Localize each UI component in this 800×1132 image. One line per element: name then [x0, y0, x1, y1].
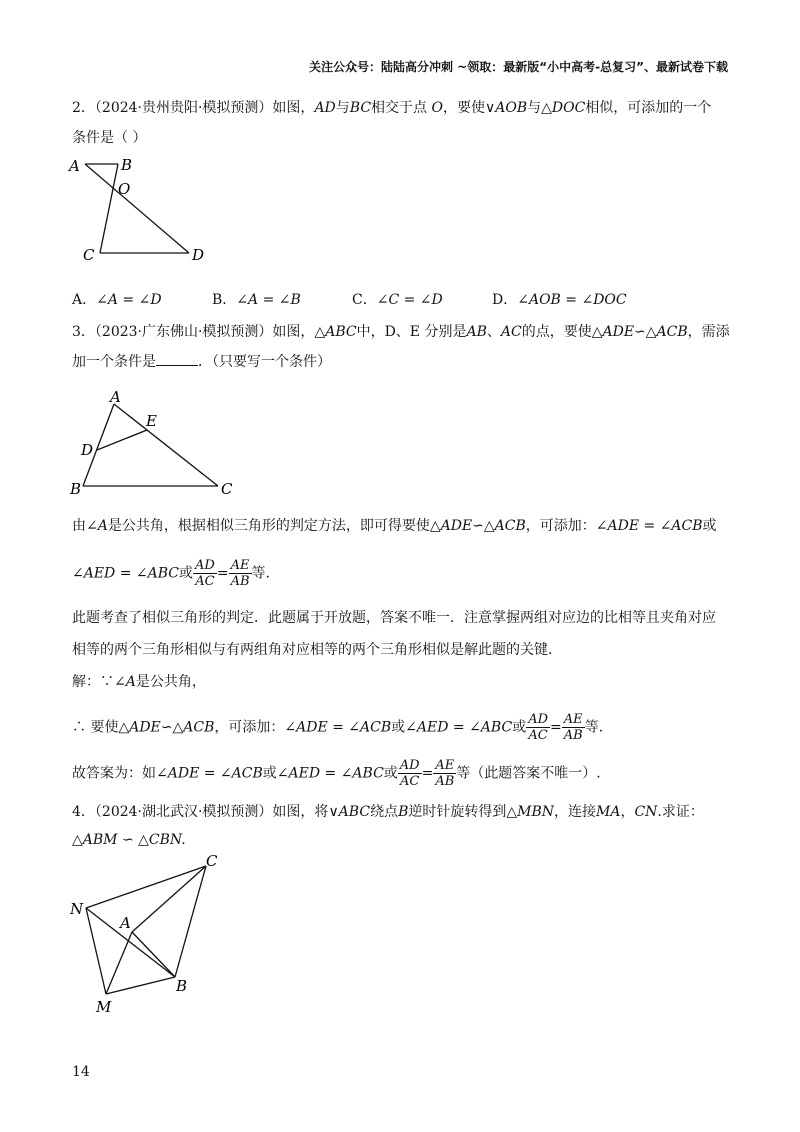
- q3-text: ．（只要写一个条件）: [198, 354, 331, 370]
- q2-label-o: O: [118, 180, 131, 198]
- q4-text: 4．（2024·湖北武汉·模拟预测）如图，将: [72, 804, 329, 820]
- q4-label-c: C: [206, 852, 218, 870]
- frac-num: AD: [399, 758, 420, 773]
- solution-text: 解：∵: [72, 674, 114, 690]
- q2-figure: [66, 152, 216, 267]
- q2-stem-line2: 条件是（ ）: [72, 130, 147, 146]
- analysis-fraction-ad-ac: [193, 558, 217, 589]
- answer-condition-1: ∠ADE = ∠ACB: [156, 765, 263, 782]
- q3-segment-ab: AB: [466, 324, 487, 340]
- q2-stem-text: 2．（2024·贵州贵阳·模拟预测）如图，: [72, 100, 315, 116]
- q2-text: 与: [527, 100, 542, 116]
- option-expr: ∠A = ∠D: [96, 292, 162, 308]
- analysis-text: ，可添加：: [525, 518, 596, 534]
- analysis-text: 等.: [251, 565, 270, 582]
- q3-line-ac: [114, 404, 218, 486]
- analysis-line2: [72, 558, 270, 589]
- solution-line2: [72, 712, 603, 743]
- q4-label-m: M: [96, 998, 112, 1016]
- q3-line-de: [97, 430, 147, 450]
- q4-text: ，连接: [554, 804, 596, 820]
- q2-stem-line1: [72, 98, 711, 118]
- q2-label-c: C: [83, 246, 95, 264]
- frac-den: AC: [195, 574, 215, 589]
- analysis-text: 由: [72, 518, 86, 534]
- q4-text: .求证：: [657, 804, 704, 820]
- option-label: A．: [72, 292, 97, 308]
- frac-num: AD: [528, 712, 548, 727]
- answer-text: 等（此题答案不唯一）.: [456, 765, 601, 782]
- q2-text: 与: [335, 100, 350, 116]
- q2-triangle-aob: ∨AOB: [484, 100, 528, 116]
- option-label: C．: [352, 292, 377, 308]
- q4-line-nc: [86, 866, 206, 908]
- frac-num: AE: [229, 558, 252, 574]
- page-header: 关注公众号：陆陆高分冲刺 ~领取：最新版“小中高考-总复习”、最新试卷下载: [309, 60, 728, 74]
- solution-condition-2: ∠AED = ∠ABC: [405, 719, 513, 736]
- q3-answer-blank[interactable]: [156, 353, 198, 366]
- q2-option-c[interactable]: [352, 290, 443, 310]
- q3-text: 加一个条件是: [72, 354, 156, 370]
- analysis-line4: 相等的两个三角形相似与有两组角对应相等的两个三角形相似是解此题的关键．: [72, 642, 562, 658]
- option-expr: ∠C = ∠D: [376, 292, 443, 308]
- q3-label-c: C: [221, 480, 233, 498]
- q4-label-n: N: [70, 900, 84, 918]
- q2-option-a[interactable]: [72, 290, 162, 310]
- answer-text: 故答案为：如: [72, 765, 156, 782]
- q3-text: 的点，要使: [521, 324, 592, 340]
- answer-fraction-ad-ac: [398, 758, 422, 789]
- analysis-condition-1: ∠ADE = ∠ACB: [595, 518, 703, 534]
- answer-text: 或: [262, 765, 277, 782]
- q4-point-b: B: [398, 804, 409, 820]
- q2-segment-ad: AD: [314, 100, 336, 116]
- answer-text: 或: [383, 765, 398, 782]
- q4-stem-line1: [72, 802, 704, 822]
- analysis-line1: [72, 516, 717, 536]
- analysis-angle-a: ∠A: [86, 518, 108, 534]
- q3-figure: [66, 386, 246, 501]
- q4-line-ab: [132, 932, 175, 977]
- frac-den: AB: [230, 574, 250, 589]
- frac-den: AB: [563, 728, 583, 743]
- solution-angle-a: ∠A: [114, 674, 136, 690]
- answer-fraction-ae-ab: [433, 758, 456, 789]
- q3-segment-ac: AC: [500, 324, 522, 340]
- frac-den: AB: [435, 774, 455, 789]
- analysis-condition-2: ∠AED = ∠ABC: [72, 565, 180, 582]
- analysis-similarity: △ADE∽△ACB: [429, 518, 526, 534]
- solution-text: 或: [512, 719, 527, 736]
- equals-sign: =: [216, 565, 229, 582]
- solution-fraction-ae-ab: [562, 712, 585, 743]
- q4-figure: [66, 852, 236, 1017]
- frac-den: AC: [400, 774, 420, 789]
- equals-sign: =: [550, 719, 562, 736]
- frac-num: AE: [433, 758, 456, 774]
- option-expr: ∠AOB = ∠DOC: [517, 292, 627, 308]
- q2-option-d[interactable]: [492, 290, 627, 310]
- q2-text: 相似，可添加的一个: [585, 100, 712, 116]
- option-label: B．: [212, 292, 237, 308]
- q4-label-b: B: [176, 977, 188, 995]
- q2-point-o: O: [431, 100, 443, 116]
- option-label: D．: [492, 292, 518, 308]
- q4-segment-ma: MA: [596, 804, 621, 820]
- q3-text: ，需添: [687, 324, 730, 340]
- q4-stem-line2: △ABM ∽ △CBN.: [72, 832, 186, 848]
- frac-num: AE: [562, 712, 585, 728]
- q2-line-bc: [100, 164, 118, 253]
- q2-segment-bc: BC: [349, 100, 372, 116]
- q2-text: ，要使: [442, 100, 485, 116]
- q2-option-b[interactable]: [212, 290, 301, 310]
- analysis-text: 或: [179, 565, 194, 582]
- frac-num: AD: [195, 558, 215, 573]
- q2-line-ad: [85, 164, 189, 253]
- q4-triangle-abc: ∨ABC: [328, 804, 371, 820]
- q4-label-a: A: [120, 914, 131, 932]
- analysis-text: 或: [702, 518, 717, 534]
- solution-text: 是公共角，: [135, 674, 206, 690]
- answer-line: [72, 758, 601, 789]
- q4-text: ，: [620, 804, 635, 820]
- q4-triangle-mbn: △MBN: [506, 804, 554, 820]
- q4-line-ca: [132, 866, 206, 932]
- q3-stem-line2: [72, 352, 331, 372]
- q2-triangle-doc: △DOC: [541, 100, 586, 116]
- q2-label-b: B: [121, 156, 133, 174]
- q3-text: 中，D、E 分别是: [356, 324, 467, 340]
- solution-line1: [72, 672, 206, 692]
- solution-similarity: △ADE∽△ACB: [118, 719, 215, 736]
- solution-text: ∴: [72, 719, 86, 736]
- q3-triangle-abc: △ABC: [314, 324, 357, 340]
- q3-text: 、: [486, 324, 501, 340]
- q3-label-d: D: [81, 441, 94, 459]
- q4-line-cb: [175, 866, 206, 977]
- solution-text: ，可添加：: [214, 719, 285, 736]
- solution-fraction-ad-ac: [526, 712, 550, 743]
- solution-text: 或: [391, 719, 406, 736]
- q4-text: 逆时针旋转得到: [408, 804, 507, 820]
- frac-den: AC: [528, 728, 548, 743]
- q3-label-e: E: [146, 412, 157, 430]
- solution-text: 要使: [90, 719, 119, 736]
- q3-label-a: A: [110, 388, 121, 406]
- q3-text: 3．（2023·广东佛山·模拟预测）如图，: [72, 324, 315, 340]
- analysis-text: 是公共角，根据相似三角形的判定方法，即可得要使: [107, 518, 430, 534]
- q3-label-b: B: [70, 480, 82, 498]
- q3-stem-line1: [72, 322, 730, 342]
- answer-condition-2: ∠AED = ∠ABC: [276, 765, 384, 782]
- q4-text: 绕点: [370, 804, 399, 820]
- q2-text: 相交于点: [371, 100, 428, 116]
- solution-text: 等.: [584, 719, 604, 736]
- analysis-fraction-ae-ab: [229, 558, 252, 589]
- q2-label-a: A: [69, 157, 80, 175]
- q3-similarity: △ADE∽△ACB: [591, 324, 688, 340]
- option-expr: ∠A = ∠B: [236, 292, 301, 308]
- equals-sign: =: [421, 765, 434, 782]
- solution-condition-1: ∠ADE = ∠ACB: [284, 719, 392, 736]
- q4-segment-cn: CN: [634, 804, 658, 820]
- q4-line-mb: [106, 977, 175, 994]
- q2-label-d: D: [192, 246, 205, 264]
- page-number: 14: [72, 1064, 90, 1080]
- analysis-line3: 此题考查了相似三角形的判定．此题属于开放题，答案不唯一．注意掌握两组对应边的比相等且夹角对应: [72, 610, 716, 626]
